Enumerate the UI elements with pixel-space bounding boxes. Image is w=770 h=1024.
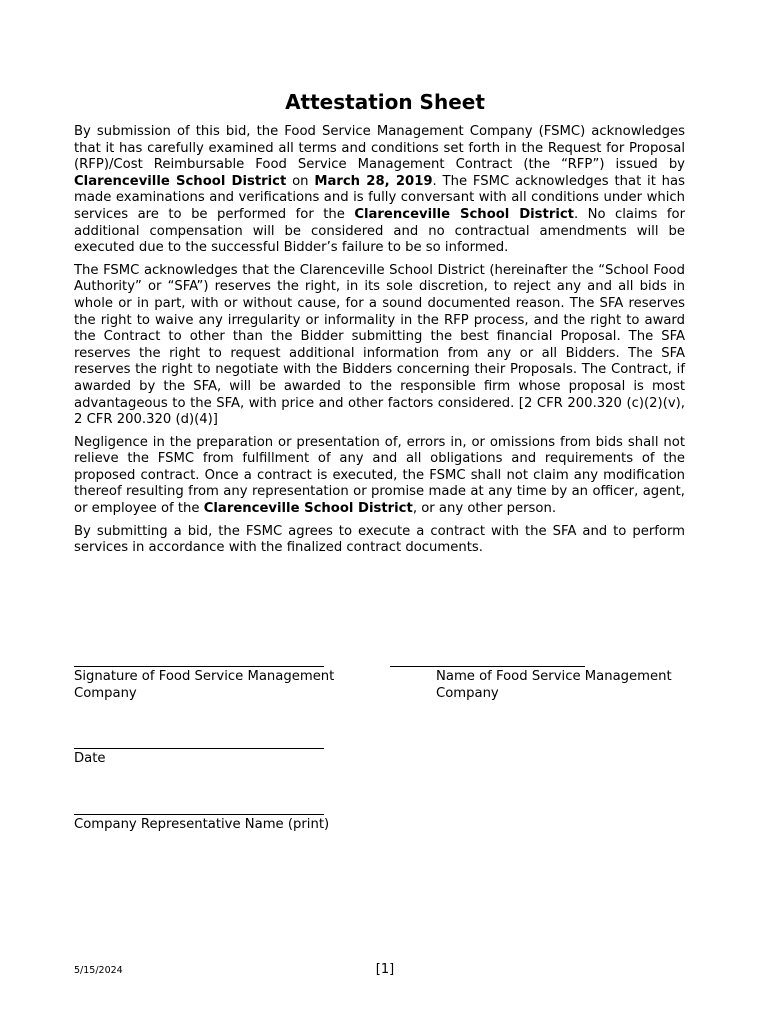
text-run: on	[286, 173, 315, 189]
date-label: Date	[74, 751, 106, 766]
text-run: Negligence in the preparation or presentation of, errors in, or omissions from bids shall not relieve the FSMC from fulfillment of any and all obligations and requirements of the proposed contract. Once a contract is executed, the FSMC shall not claim any modification thereof resulting from any representation or promise made at any time by an officer, agent, or employee of the	[74, 434, 685, 517]
signature-line[interactable]	[74, 666, 324, 667]
text-run: , or any other person.	[412, 501, 557, 517]
paragraph-sfa-rights: The FSMC acknowledges that the Clarenceville School District (hereinafter the “School Food Authority” or “SFA”) reserves the right, in its sole discretion, to reject any and all bids in whole or in part, with or without cause, for a sound documented reason. The SFA reserves the right to waive any irregularity or informality in the RFP process, and the right to award the Contract to other than the Bidder submitting the best financial Proposal. The SFA reserves the right to request additional information from any or all Bidders. The SFA reserves the right to negotiate with the Bidders concerning their Proposals. The Contract, if awarded by the SFA, will be awarded to the responsible firm whose proposal is most advantageous to the SFA, with price and other factors considered. [2 CFR 200.320 (c)(2)(v), 2 CFR 200.320 (d)(4)]	[74, 262, 685, 428]
page-title: Attestation Sheet	[285, 90, 485, 114]
representative-label: Company Representative Name (print)	[74, 817, 330, 832]
district-name: Clarenceville School District	[203, 501, 413, 517]
fsmc-name-line[interactable]	[390, 666, 585, 667]
text-run: . No claims for additional compensation will be considered and no contractual amendments will be executed due to the successful Bidder’s failure to be so informed.	[74, 206, 685, 256]
district-name: Clarenceville School District	[74, 173, 287, 189]
district-name: Clarenceville School District	[354, 206, 574, 222]
text-run: By submission of this bid, the Food Service Management Company (FSMC) acknowledges that it has carefully examined all terms and conditions set forth in the Request for Proposal (RFP)/Cost Reimbursable Food Service Management Contract (the “RFP”) issued by	[74, 124, 685, 173]
text-run: . The FSMC acknowledges that it has made examinations and verifications and is fully conversant with all conditions under which services are to be performed for the	[74, 173, 685, 222]
page-number: [1]	[375, 962, 395, 977]
representative-line[interactable]	[74, 814, 324, 815]
fsmc-name-block	[390, 652, 686, 702]
issue-date: March 28, 2019	[314, 173, 433, 189]
date-line[interactable]	[74, 748, 324, 749]
date-block	[74, 734, 354, 768]
signature-label: Signature of Food Service Management Company	[74, 669, 335, 701]
footer-date: 5/15/2024	[74, 965, 123, 976]
document-body	[74, 124, 685, 563]
fsmc-name-label: Name of Food Service Management Company	[436, 669, 672, 701]
signature-block	[74, 652, 354, 702]
paragraph-agreement: By submitting a bid, the FSMC agrees to execute a contract with the SFA and to perform services in accordance with the finalized contract documents.	[74, 523, 685, 556]
paragraph-submission	[74, 124, 685, 257]
paragraph-negligence	[74, 435, 685, 518]
representative-block	[74, 800, 374, 834]
